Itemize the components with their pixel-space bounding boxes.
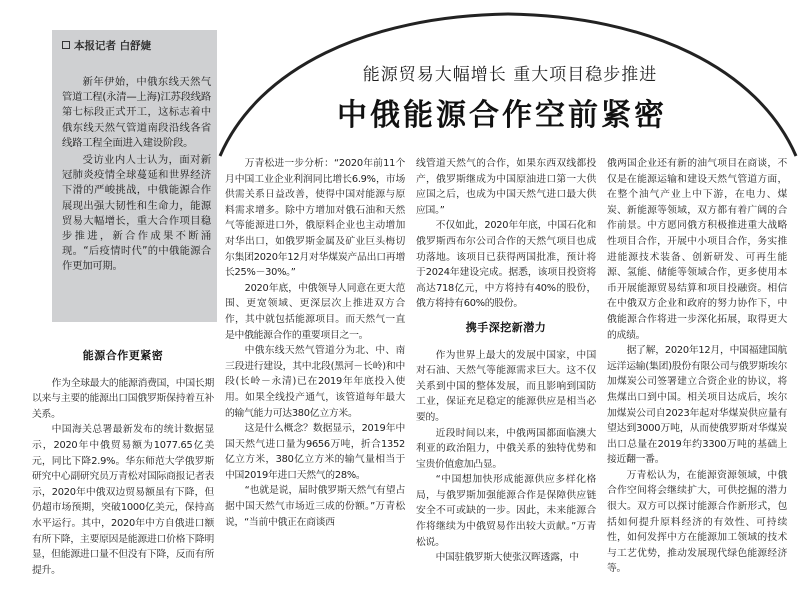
lead-paragraph: 受访业内人士认为，面对新冠肺炎疫情全球蔓延和世界经济下滑的严峻挑战，中俄能源合作展现出强大韧性和生命力，能源贸易大幅增长，重大合作项目稳步推进，新合作成果不断涌现。“后疫情时代”的中俄能源合作更加可期。 xyxy=(62,154,211,273)
body-paragraph: 万青松进一步分析：“2020年前11个月中国工业企业利润同比增长6.9%，市场供需关系日益改善，使得中国对能源与原料需求增多。除中方增加对俄石油和天然气等能源进口外，俄原料企业也主动增加对华出口，如俄罗斯金属及矿业巨头梅切尔集团2020年12月对华煤炭产品出口再增长25%－30%。” xyxy=(225,158,405,279)
body-paragraph: 中国驻俄罗斯大使张汉晖透露，中 xyxy=(435,552,579,564)
section-heading: 能源合作更紧密 xyxy=(82,349,164,362)
body-paragraph: 线管道天然气的合作，如果东西双线都投产，俄罗斯继成为中国原油进口第一大供应国之后，也成为中国天然气进口最大供应国。” xyxy=(416,158,596,216)
lead-box xyxy=(52,30,217,322)
body-paragraph: 万青松认为，在能源资源领域，中俄合作空间将会继续扩大，可供挖掘的潜力很大。双方可以探讨能源合作新形式，包括如何提升原料经济的有效性、可持续性，如何发挥中方在能源加工领域的技术与工艺优势，推动发展现代绿色能源经济等。 xyxy=(607,469,787,575)
body-paragraph: 近段时间以来，中俄两国都面临澳大利亚的政治阻力，中俄关系的独特优势和宝贵价值愈加凸显。 xyxy=(416,427,596,470)
body-paragraph: “中国想加快形成能源供应多样化格局，与俄罗斯加强能源合作是保障供应链安全不可或缺的一步。因此，未来能源合作将继续为中俄贸易作出较大贡献。”万青松说。 xyxy=(416,474,596,548)
body-paragraph: 俄两国企业还有新的油气项目在商谈，不仅是在能源运输和建设天然气管道方面，在整个油气产业上中下游，在电力、煤炭、新能源等领域，双方都有着广阔的合作前景。中方愿同俄方积极推进重大战略性项目合作，开展中小项目合作，务实推进能源技术装备、创新研发、可再生能源、氢能、储能等领域合作，更多使用本币开展能源贸易结算和项目投融资。相信在中俄双方企业和政府的努力协作下，中俄能源合作将进一步深化拓展，取得更大的成绩。 xyxy=(607,158,787,341)
body-paragraph: 不仅如此，2020年年底，中国石化和俄罗斯西布尔公司合作的天然气项目也成功落地。该项目已获得两国批准，预计将于2024年建设完成。据悉，该项目投资将高达718亿元，中方将持有40%的股份，俄方将持有60%的股份。 xyxy=(416,220,596,310)
body-paragraph: 2020年底，中俄领导人同意在更大范围、更宽领域、更深层次上推进双方合作，其中就包括能源项目。而天然气一直是中俄能源合作的重要项目之一。 xyxy=(225,282,405,341)
body-paragraph: 中国海关总署最新发布的统计数据显示，2020年中俄贸易额为1077.65亿美元，同比下降2.9%。华东师范大学俄罗斯研究中心副研究员万青松对国际商报记者表示，2020年中俄双边贸易额虽有下降，但仍超市场预期，突破1000亿美元，保持高水平运行。其中，2020年中方自俄进口额有所下降，主要原因是能源进口价格下降明显，但能源进口量不但没有下降，反而有所提升。 xyxy=(32,424,214,576)
column-3 xyxy=(416,156,596,599)
column-2 xyxy=(225,156,405,599)
body-paragraph: “也就是说，届时俄罗斯天然气有望占据中国天然气市场近三成的份额。”万青松说，“当前中俄正在商谈西 xyxy=(225,485,405,528)
byline xyxy=(62,38,211,53)
body-paragraph: 作为世界上最大的发展中国家，中国对石油、天然气等能源需求巨大。这不仅关系到中国的整体发展，而且影响到国防工业，保证充足稳定的能源供应是相当必要的。 xyxy=(416,349,596,423)
section-heading: 携手深挖新潜力 xyxy=(465,320,547,334)
body-paragraph: 作为全球最大的能源消费国，中国长期以来与主要的能源出口国俄罗斯保持着互补关系。 xyxy=(32,377,214,420)
lead-paragraph: 新年伊始，中俄东线天然气管道工程(永清—上海)江苏段线路第七标段正式开工，这标志着中俄东线天然气管道南段沿线各省线路工程全面进入建设阶段。 xyxy=(62,76,211,149)
article-headline: 中俄能源合作空前紧密 xyxy=(337,98,667,133)
square-icon xyxy=(62,41,70,49)
body-paragraph: 据了解，2020年12月，中国福建国航远洋运输(集团)股份有限公司与俄罗斯埃尔加煤炭公司签署建立合资企业的协议，将焦煤出口到中国。相关项目达成后，埃尔加煤炭公司自2023年起对华煤炭供应量有望达到3000万吨，从而使俄罗斯对华煤炭出口总量在2019年约3300万吨的基础上接近翻一番。 xyxy=(607,345,787,466)
article-subtitle: 能源贸易大幅增长 重大项目稳步推进 xyxy=(362,65,658,85)
column-4 xyxy=(607,156,787,599)
body-paragraph: 这是什么概念？数据显示，2019年中国天然气进口量为9656万吨，折合1352亿立方米，380亿立方米的输气量相当于中国2019年进口天然气的28%。 xyxy=(225,423,405,481)
column-1 xyxy=(32,340,214,599)
body-paragraph: 中俄东线天然气管道分为北、中、南三段进行建设，其中北段(黑河－长岭)和中段(长岭－永清)已在2019年年底投入使用。如果全线投产通气，该管道每年最大的输气能力可达380亿立方米。 xyxy=(225,345,405,419)
byline-text: 本报记者 白舒婕 xyxy=(74,40,152,52)
